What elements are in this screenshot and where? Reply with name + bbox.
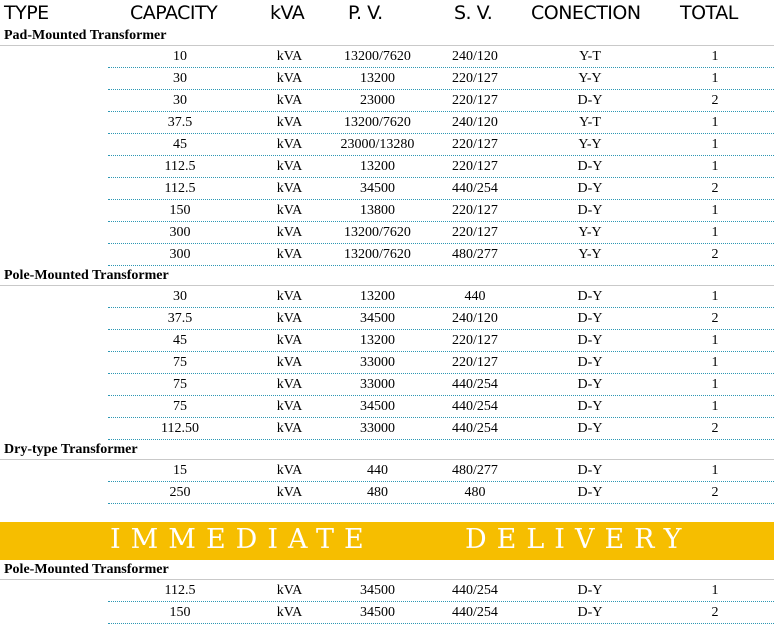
table-row: [0, 178, 774, 200]
table-row: [0, 222, 774, 244]
cell-secondary-voltage: 480: [464, 485, 486, 500]
cell-capacity: 30: [173, 289, 187, 304]
cell-secondary-voltage: 220/127: [452, 203, 498, 218]
table-row: [0, 482, 774, 504]
table-row: [0, 374, 774, 396]
table-header: [0, 0, 774, 30]
cell-unit: kVA: [276, 583, 303, 598]
cell-total: 1: [711, 159, 719, 174]
cell-capacity: 75: [173, 377, 187, 392]
cell-connection: D-Y: [577, 93, 603, 108]
cell-primary-voltage: 13800: [360, 203, 395, 218]
cell-capacity: 37.5: [167, 115, 193, 130]
cell-secondary-voltage: 220/127: [452, 93, 498, 108]
cell-secondary-voltage: 440: [464, 289, 486, 304]
cell-secondary-voltage: 220/127: [452, 159, 498, 174]
immediate-delivery-banner: [0, 522, 774, 560]
table-row: [0, 580, 774, 602]
cell-connection: D-Y: [577, 289, 603, 304]
cell-primary-voltage: 34500: [360, 181, 395, 196]
cell-capacity: 150: [169, 605, 191, 620]
cell-primary-voltage: 34500: [360, 605, 395, 620]
cell-capacity: 112.5: [164, 181, 196, 196]
cell-unit: kVA: [276, 355, 303, 370]
cell-unit: kVA: [276, 399, 303, 414]
cell-connection: Y-Y: [578, 247, 602, 262]
table-row: [0, 396, 774, 418]
cell-connection: D-Y: [577, 311, 603, 326]
cell-capacity: 112.50: [161, 421, 199, 436]
cell-total: 1: [711, 203, 719, 218]
table-row: [0, 460, 774, 482]
cell-unit: kVA: [276, 377, 303, 392]
cell-unit: kVA: [276, 421, 303, 436]
header-kva: kVA: [270, 2, 305, 24]
cell-total: 1: [711, 355, 719, 370]
header-total: TOTAL: [680, 2, 738, 24]
cell-connection: D-Y: [577, 421, 603, 436]
table-row: [0, 68, 774, 90]
table-row: [0, 156, 774, 178]
cell-total: 1: [711, 49, 719, 64]
cell-capacity: 150: [169, 203, 191, 218]
table-row: [0, 244, 774, 266]
cell-connection: D-Y: [577, 399, 603, 414]
header-type: TYPE: [4, 2, 49, 24]
cell-capacity: 75: [173, 399, 187, 414]
cell-primary-voltage: 23000: [360, 93, 395, 108]
cell-capacity: 45: [173, 333, 187, 348]
cell-capacity: 75: [173, 355, 187, 370]
cell-secondary-voltage: 220/127: [452, 225, 498, 240]
cell-connection: D-Y: [577, 377, 603, 392]
row-divider: [108, 265, 774, 266]
cell-total: 1: [711, 289, 719, 304]
cell-unit: kVA: [276, 311, 303, 326]
cell-connection: D-Y: [577, 203, 603, 218]
cell-primary-voltage: 13200: [360, 159, 395, 174]
cell-connection: D-Y: [577, 181, 603, 196]
cell-total: 2: [711, 485, 719, 500]
cell-capacity: 30: [173, 71, 187, 86]
cell-connection: D-Y: [577, 159, 603, 174]
cell-connection: Y-T: [579, 115, 601, 130]
cell-connection: D-Y: [577, 355, 603, 370]
cell-unit: kVA: [276, 159, 303, 174]
cell-connection: D-Y: [577, 463, 603, 478]
table-row: [0, 134, 774, 156]
cell-capacity: 15: [173, 463, 187, 478]
cell-unit: kVA: [276, 333, 303, 348]
cell-primary-voltage: 480: [367, 485, 388, 500]
cell-connection: D-Y: [577, 333, 603, 348]
cell-unit: kVA: [276, 115, 303, 130]
cell-unit: kVA: [276, 137, 303, 152]
cell-unit: kVA: [276, 485, 303, 500]
cell-unit: kVA: [276, 289, 303, 304]
cell-capacity: 250: [169, 485, 191, 500]
cell-unit: kVA: [276, 225, 303, 240]
cell-unit: kVA: [276, 49, 303, 64]
table-row: [0, 90, 774, 112]
cell-primary-voltage: 33000: [360, 355, 395, 370]
cell-secondary-voltage: 480/277: [452, 463, 498, 478]
cell-capacity: 112.5: [164, 159, 196, 174]
cell-total: 1: [711, 583, 719, 598]
cell-unit: kVA: [276, 181, 303, 196]
cell-unit: kVA: [276, 71, 303, 86]
cell-total: 2: [711, 311, 719, 326]
table-row: [0, 330, 774, 352]
cell-secondary-voltage: 440/254: [452, 421, 498, 436]
cell-primary-voltage: 34500: [360, 311, 395, 326]
cell-primary-voltage: 13200/7620: [344, 225, 411, 240]
header-pv: P. V.: [348, 2, 383, 24]
cell-primary-voltage: 13200: [360, 333, 395, 348]
cell-primary-voltage: 33000: [360, 377, 395, 392]
cell-total: 1: [711, 377, 719, 392]
cell-secondary-voltage: 240/120: [452, 311, 498, 326]
row-divider: [108, 623, 774, 624]
cell-primary-voltage: 13200: [360, 71, 395, 86]
cell-primary-voltage: 13200/7620: [344, 247, 411, 262]
cell-primary-voltage: 23000/13280: [340, 137, 415, 152]
cell-unit: kVA: [276, 247, 303, 262]
cell-secondary-voltage: 220/127: [452, 333, 498, 348]
cell-secondary-voltage: 480/277: [452, 247, 498, 262]
table-row: [0, 602, 774, 624]
header-sv: S. V.: [454, 2, 493, 24]
cell-secondary-voltage: 240/120: [452, 49, 498, 64]
table-row: [0, 352, 774, 374]
banner-word-immediate: IMMEDIATE: [110, 524, 374, 555]
cell-total: 1: [711, 137, 719, 152]
table-row: [0, 200, 774, 222]
cell-total: 2: [711, 421, 719, 436]
cell-capacity: 300: [169, 225, 191, 240]
cell-capacity: 112.5: [164, 583, 196, 598]
banner-word-delivery: DELIVERY: [465, 524, 692, 555]
cell-primary-voltage: 440: [367, 463, 388, 478]
cell-total: 1: [711, 225, 719, 240]
cell-secondary-voltage: 440/254: [452, 605, 498, 620]
cell-total: 1: [711, 463, 719, 478]
cell-primary-voltage: 33000: [360, 421, 395, 436]
cell-total: 2: [711, 605, 719, 620]
cell-unit: kVA: [276, 203, 303, 218]
header-connection: CONECTION: [531, 2, 641, 24]
cell-total: 2: [711, 247, 719, 262]
cell-total: 2: [711, 181, 719, 196]
cell-connection: D-Y: [577, 485, 603, 500]
cell-total: 2: [711, 93, 719, 108]
cell-total: 1: [711, 71, 719, 86]
table-row: [0, 46, 774, 68]
cell-connection: Y-Y: [578, 71, 602, 86]
header-capacity: CAPACITY: [130, 2, 218, 24]
cell-total: 1: [711, 399, 719, 414]
cell-secondary-voltage: 440/254: [452, 399, 498, 414]
cell-connection: D-Y: [577, 605, 603, 620]
row-divider: [108, 503, 774, 504]
cell-primary-voltage: 13200: [360, 289, 395, 304]
cell-secondary-voltage: 220/127: [452, 355, 498, 370]
cell-primary-voltage: 34500: [360, 583, 395, 598]
cell-primary-voltage: 13200/7620: [344, 49, 411, 64]
section-title-pad-mounted: Pad-Mounted Transformer: [4, 28, 167, 43]
cell-secondary-voltage: 240/120: [452, 115, 498, 130]
cell-capacity: 10: [173, 49, 187, 64]
cell-connection: D-Y: [577, 583, 603, 598]
cell-secondary-voltage: 220/127: [452, 137, 498, 152]
cell-unit: kVA: [276, 93, 303, 108]
cell-unit: kVA: [276, 605, 303, 620]
cell-secondary-voltage: 440/254: [452, 181, 498, 196]
cell-unit: kVA: [276, 463, 303, 478]
table-row: [0, 308, 774, 330]
cell-capacity: 300: [169, 247, 191, 262]
table-row: [0, 112, 774, 134]
cell-connection: Y-Y: [578, 225, 602, 240]
cell-secondary-voltage: 440/254: [452, 583, 498, 598]
cell-secondary-voltage: 220/127: [452, 71, 498, 86]
cell-connection: Y-Y: [578, 137, 602, 152]
cell-capacity: 45: [173, 137, 187, 152]
cell-capacity: 30: [173, 93, 187, 108]
cell-total: 1: [711, 115, 719, 130]
table-row: [0, 286, 774, 308]
cell-connection: Y-T: [579, 49, 601, 64]
cell-primary-voltage: 13200/7620: [344, 115, 411, 130]
table-row: [0, 418, 774, 440]
section-title-delivery-pole-mounted: Pole-Mounted Transformer: [4, 562, 169, 577]
cell-total: 1: [711, 333, 719, 348]
section-title-pole-mounted: Pole-Mounted Transformer: [4, 268, 169, 283]
cell-capacity: 37.5: [167, 311, 193, 326]
section-title-dry-type: Dry-type Transformer: [4, 442, 138, 457]
cell-primary-voltage: 34500: [360, 399, 395, 414]
row-divider: [108, 439, 774, 440]
cell-secondary-voltage: 440/254: [452, 377, 498, 392]
